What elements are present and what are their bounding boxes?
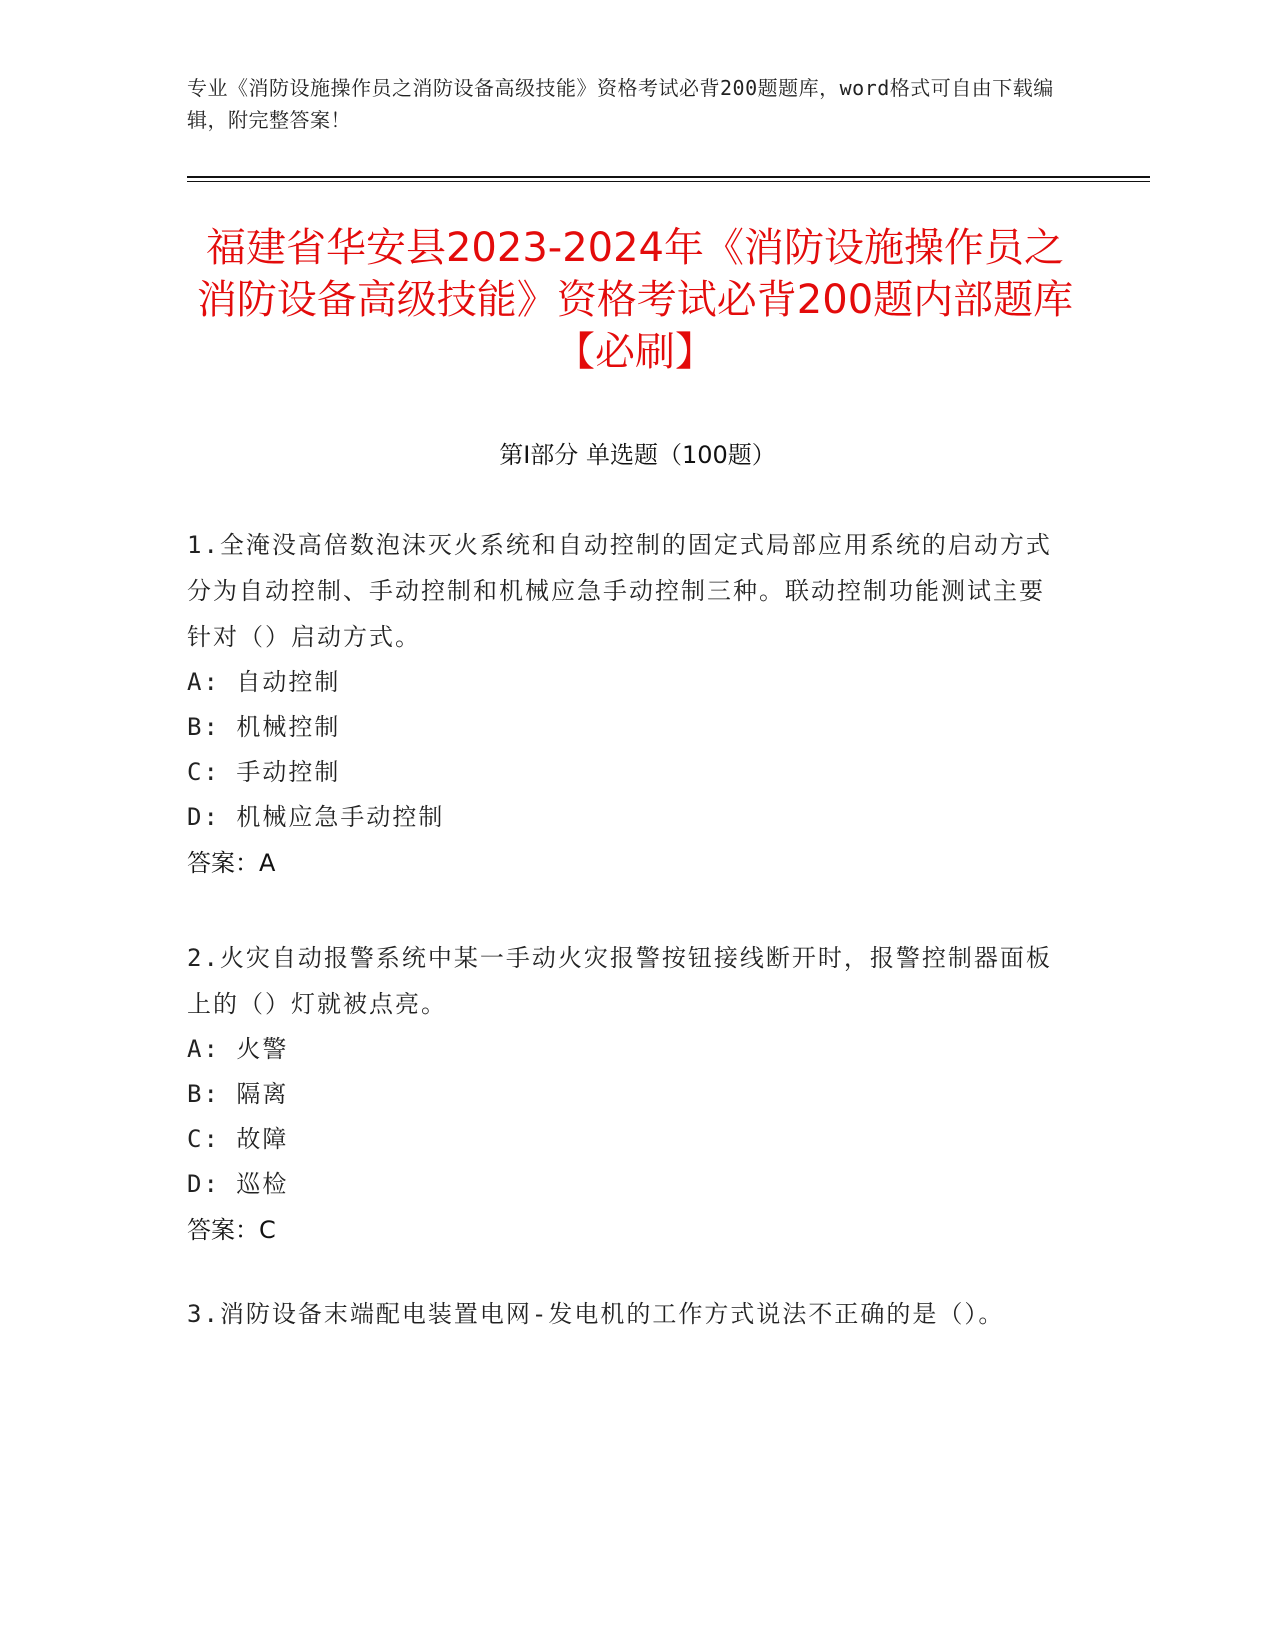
question-3 — [187, 1291, 1067, 1337]
header-divider-thick — [187, 176, 1150, 178]
option-c: C: 手动控制 — [187, 758, 341, 786]
question-text: 2.火灾自动报警系统中某一手动火灾报警按钮接线断开时，报警控制器面板上的（）灯就被点亮。 — [187, 944, 1052, 1018]
question-2 — [187, 935, 1067, 1253]
section-title: 第Ⅰ部分 单选题（100题） — [499, 441, 776, 469]
option-d: D: 机械应急手动控制 — [187, 803, 445, 831]
option-a: A: 自动控制 — [187, 668, 341, 696]
option-c: C: 故障 — [187, 1125, 289, 1153]
header-divider-thin — [187, 181, 1150, 182]
option-d: D: 巡检 — [187, 1170, 289, 1198]
question-text: 3.消防设备末端配电装置电网-发电机的工作方式说法不正确的是（）。 — [187, 1300, 1005, 1328]
option-a: A: 火警 — [187, 1035, 289, 1063]
header-note: 专业《消防设施操作员之消防设备高级技能》资格考试必背200题题库，word格式可自由下载编辑，附完整答案！ — [187, 76, 1054, 132]
answer-line: 答案：A — [187, 849, 276, 877]
document-title: 福建省华安县2023-2024年《消防设施操作员之消防设备高级技能》资格考试必背200题内部题库【必刷】 — [196, 225, 1074, 375]
option-b: B: 机械控制 — [187, 713, 341, 741]
question-text: 1.全淹没高倍数泡沫灭火系统和自动控制的固定式局部应用系统的启动方式分为自动控制、手动控制和机械应急手动控制三种。联动控制功能测试主要针对（）启动方式。 — [187, 531, 1052, 651]
question-1 — [187, 522, 1067, 886]
option-b: B: 隔离 — [187, 1080, 289, 1108]
answer-line: 答案：C — [187, 1216, 276, 1244]
